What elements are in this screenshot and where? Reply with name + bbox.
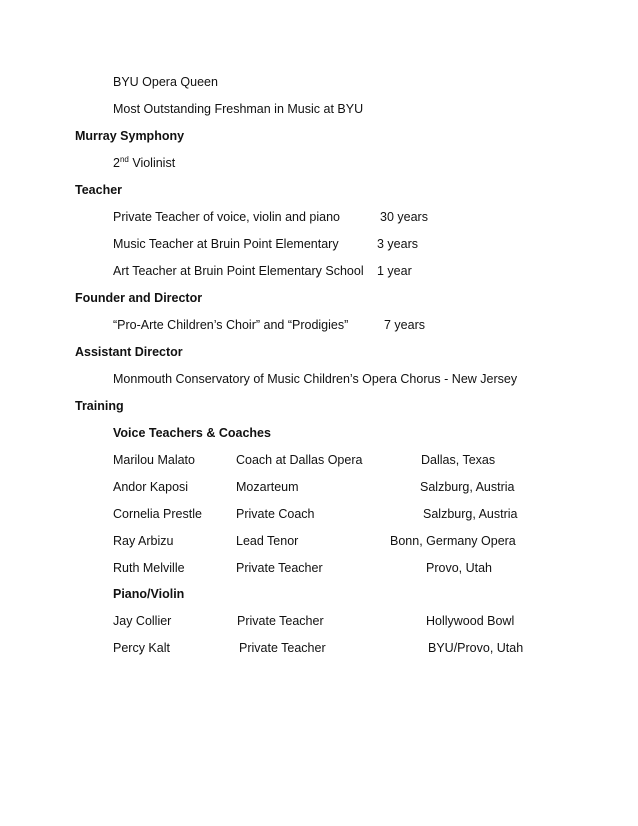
voice-teacher-place: Salzburg, Austria — [420, 480, 515, 494]
murray-role-number: 2 — [113, 156, 120, 170]
subheading-voice-teachers: Voice Teachers & Coaches — [113, 426, 271, 440]
voice-teacher-name: Ruth Melville — [113, 561, 185, 575]
piano-teacher-name: Percy Kalt — [113, 641, 170, 655]
voice-teacher-role: Mozarteum — [236, 480, 299, 494]
teacher-title: Music Teacher at Bruin Point Elementary — [113, 237, 339, 251]
founder-duration: 7 years — [384, 318, 425, 332]
voice-teacher-name: Marilou Malato — [113, 453, 195, 467]
teacher-duration: 3 years — [377, 237, 418, 251]
section-heading-murray: Murray Symphony — [75, 129, 185, 143]
founder-title: “Pro-Arte Children’s Choir” and “Prodigies” — [113, 318, 349, 332]
voice-teacher-name: Andor Kaposi — [113, 480, 189, 494]
section-heading-assistant: Assistant Director — [75, 345, 183, 359]
section-heading-training: Training — [75, 399, 124, 413]
voice-teacher-place: Salzburg, Austria — [423, 507, 518, 521]
piano-teacher-place: Hollywood Bowl — [426, 614, 515, 628]
voice-teacher-role: Private Teacher — [236, 561, 323, 575]
murray-role-rest: Violinist — [128, 156, 176, 170]
voice-teacher-name: Ray Arbizu — [113, 534, 174, 548]
assistant-title: Monmouth Conservatory of Music Children’s Opera Chorus - New Jersey — [113, 372, 518, 386]
piano-teacher-role: Private Teacher — [239, 641, 326, 655]
piano-teacher-place: BYU/Provo, Utah — [428, 641, 524, 655]
subheading-piano-violin: Piano/Violin — [113, 587, 185, 601]
teacher-title: Private Teacher of voice, violin and piano — [113, 210, 340, 224]
section-heading-teacher: Teacher — [75, 183, 123, 197]
voice-teacher-role: Private Coach — [236, 507, 315, 521]
murray-role-suffix: nd — [119, 154, 129, 164]
voice-teacher-role: Lead Tenor — [236, 534, 299, 548]
voice-teacher-role: Coach at Dallas Opera — [236, 453, 363, 467]
teacher-duration: 30 years — [380, 210, 428, 224]
voice-teacher-place: Provo, Utah — [426, 561, 493, 575]
section-heading-founder: Founder and Director — [75, 291, 203, 305]
teacher-duration: 1 year — [377, 264, 412, 278]
voice-teacher-place: Dallas, Texas — [421, 453, 496, 467]
voice-teacher-place: Bonn, Germany Opera — [390, 534, 516, 548]
voice-teacher-name: Cornelia Prestle — [113, 507, 202, 521]
award-item: Most Outstanding Freshman in Music at BYU — [113, 102, 364, 116]
murray-role — [113, 155, 175, 171]
teacher-title: Art Teacher at Bruin Point Elementary School — [113, 264, 364, 278]
piano-teacher-name: Jay Collier — [113, 614, 172, 628]
award-item: BYU Opera Queen — [113, 75, 218, 89]
piano-teacher-role: Private Teacher — [237, 614, 324, 628]
